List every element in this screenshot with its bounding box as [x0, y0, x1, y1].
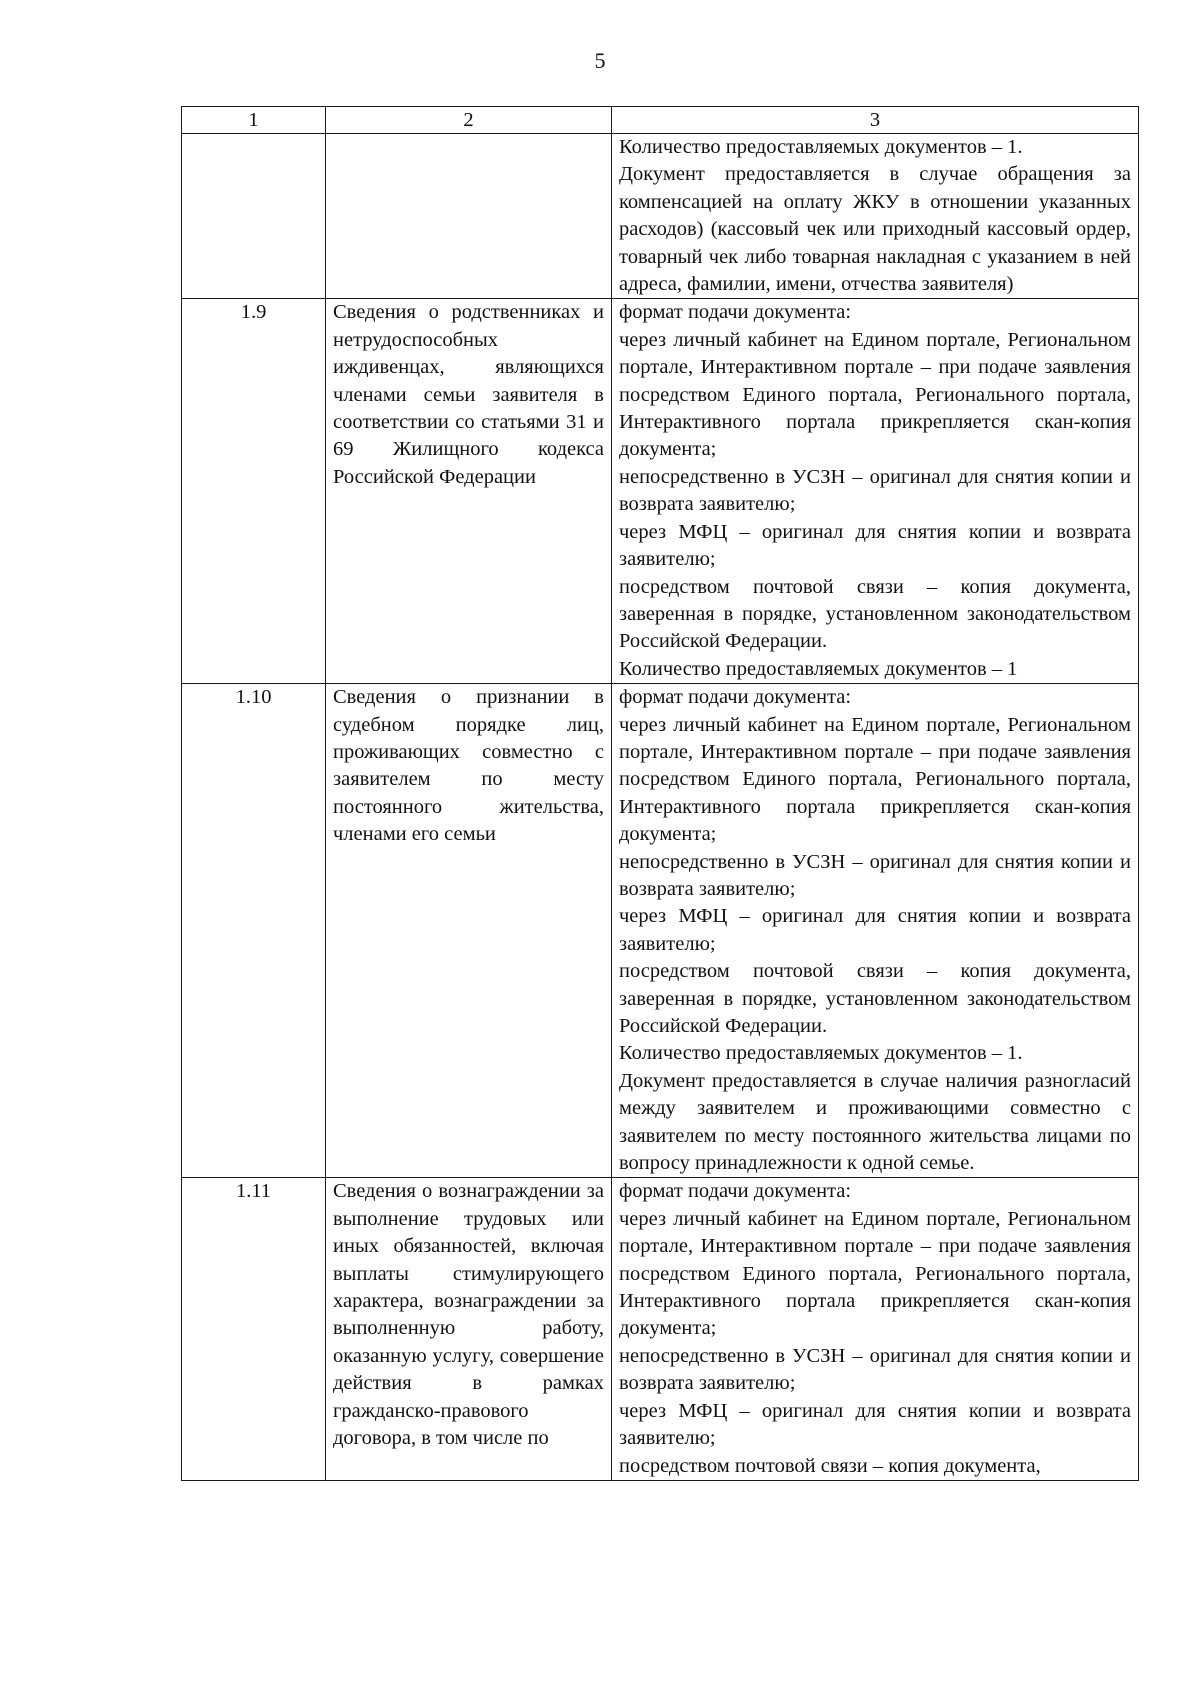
- description-line: через личный кабинет на Едином портале, Региональном портале, Интерактивном портале – при подаче заявления посредством Единого портала, Регионального портала, Интерактивного портала прикрепляется скан-копия документа;: [619, 328, 1131, 461]
- description-line: Документ предоставляется в случае обращения за компенсацией на оплату ЖКУ в отношении указанных расходов) (кассовый чек или приходный кассовый ордер, товарный чек либо товарная накладная с указанием в ней адреса, фамилии, имени, отчества заявителя): [619, 163, 1131, 296]
- table-header-row: [182, 107, 1139, 134]
- description-line: через личный кабинет на Едином портале, Региональном портале, Интерактивном портале – при подаче заявления посредством Единого портала, Регионального портала, Интерактивного портала прикрепляется скан-копия документа;: [619, 713, 1131, 846]
- row-description: [612, 1178, 1139, 1480]
- description-line: Количество предоставляемых документов – 1.: [619, 1042, 1023, 1065]
- row-number: 1.9: [182, 299, 326, 684]
- table-row: [182, 684, 1139, 1178]
- description-line: формат подачи документа:: [619, 1180, 852, 1203]
- row-description: [612, 299, 1139, 684]
- description-line: через МФЦ – оригинал для снятия копии и возврата заявителю;: [619, 1399, 1131, 1450]
- row-number: [182, 134, 326, 299]
- description-line: непосредственно в УСЗН – оригинал для снятия копии и возврата заявителю;: [619, 850, 1131, 900]
- table-row: [182, 1178, 1139, 1480]
- description-line: через МФЦ – оригинал для снятия копии и возврата заявителю;: [619, 520, 1131, 571]
- description-line: через личный кабинет на Едином портале, Региональном портале, Интерактивном портале – при подаче заявления посредством Единого портала, Регионального портала, Интерактивного портала прикрепляется скан-копия документа;: [619, 1207, 1131, 1340]
- description-line: посредством почтовой связи – копия документа, заверенная в порядке, установленном законодательством Российской Федерации.: [619, 575, 1131, 653]
- row-name: [326, 134, 612, 299]
- page-number: 5: [594, 48, 606, 73]
- column-header-3: 3: [612, 107, 1139, 134]
- row-number: 1.10: [182, 684, 326, 1178]
- column-header-2: 2: [326, 107, 612, 134]
- table-row: [182, 299, 1139, 684]
- row-description: [612, 684, 1139, 1178]
- description-line: непосредственно в УСЗН – оригинал для снятия копии и возврата заявителю;: [619, 1344, 1131, 1395]
- description-line: Документ предоставляется в случае наличия разногласий между заявителем и проживающими совместно с заявителем по месту постоянного жительства лицами по вопросу принадлежности к одной семье.: [619, 1069, 1131, 1175]
- description-line: непосредственно в УСЗН – оригинал для снятия копии и возврата заявителю;: [619, 465, 1131, 516]
- column-header-1: 1: [182, 107, 326, 134]
- row-number: 1.11: [182, 1178, 326, 1480]
- description-line: формат подачи документа:: [619, 686, 852, 709]
- description-line: Количество предоставляемых документов – 1: [619, 657, 1018, 680]
- description-line: формат подачи документа:: [619, 301, 852, 324]
- table-row: [182, 134, 1139, 299]
- description-line: через МФЦ – оригинал для снятия копии и возврата заявителю;: [619, 905, 1131, 955]
- row-name: Сведения о вознаграждении за выполнение трудовых или иных обязанностей, включая выплаты стимулирующего характера, вознаграждении за выполненную работу, оказанную услугу, совершение действия в рамках гражданско-правового договора, в том числе по: [326, 1178, 612, 1480]
- row-name: Сведения о признании в судебном порядке лиц, проживающих совместно с заявителем по месту постоянного жительства, членами его семьи: [326, 684, 612, 1178]
- row-name: Сведения о родственниках и нетрудоспособных иждивенцах, являющихся членами семьи заявителя в соответствии со статьями 31 и 69 Жилищного кодекса Российской Федерации: [326, 299, 612, 684]
- row-description: [612, 134, 1139, 299]
- document-table: [181, 106, 1139, 1481]
- description-line: посредством почтовой связи – копия документа, заверенная в порядке, установленном законодательством Российской Федерации.: [619, 960, 1131, 1037]
- description-line: посредством почтовой связи – копия документа,: [619, 1454, 1041, 1477]
- description-line: Количество предоставляемых документов – 1.: [619, 136, 1023, 158]
